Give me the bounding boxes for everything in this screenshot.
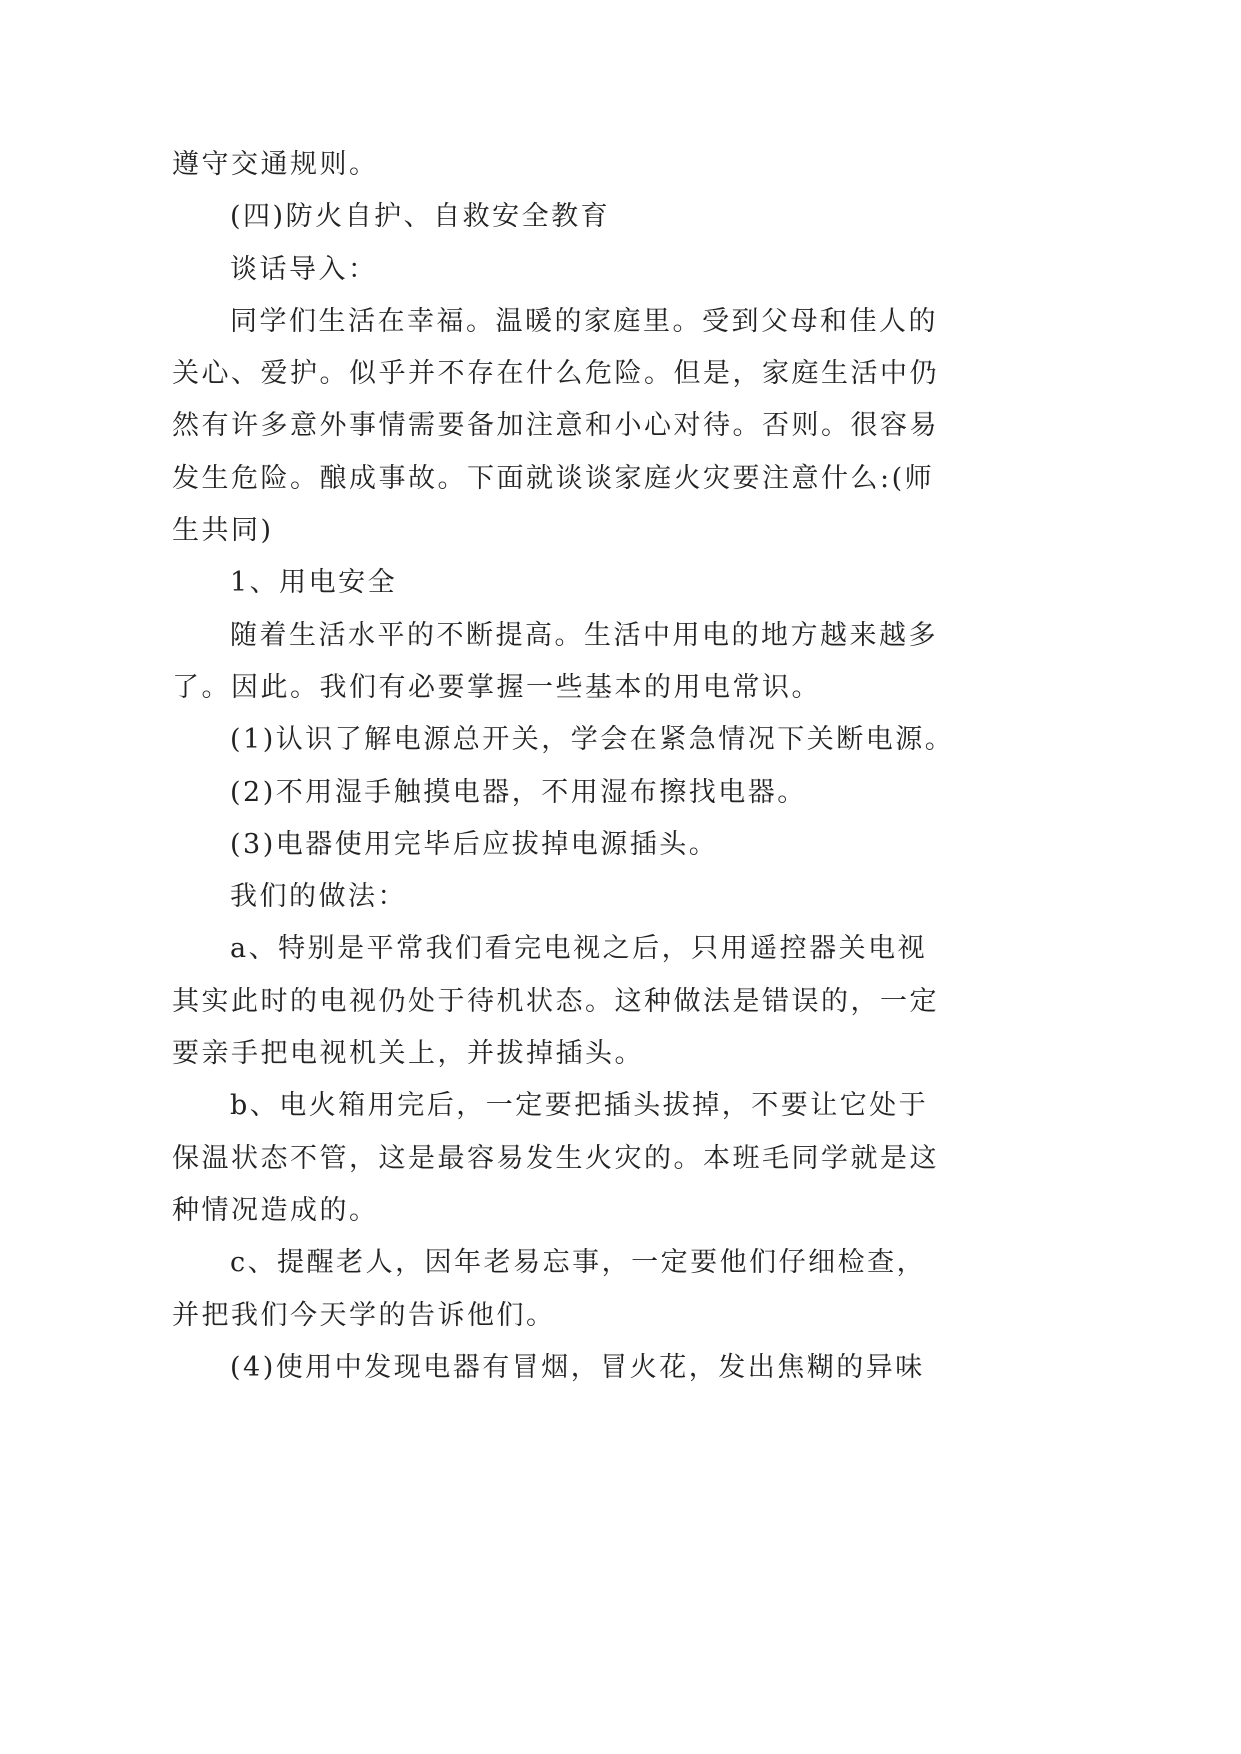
paragraph-line: 遵守交通规则。 bbox=[172, 149, 379, 180]
list-item bbox=[172, 1342, 992, 1394]
paragraph-line: 同学们生活在幸福。温暖的家庭里。受到父母和佳人的 bbox=[230, 305, 938, 337]
paragraph-line: 关心、爱护。似乎并不存在什么危险。但是，家庭生活中仍 bbox=[172, 358, 939, 390]
paragraph-line: (4)使用中发现电器有冒烟，冒火花，发出焦糊的异味 bbox=[230, 1351, 925, 1383]
paragraph-line: 要亲手把电视机关上，并拔掉插头。 bbox=[172, 1038, 644, 1070]
subsection-heading bbox=[172, 557, 992, 609]
list-item bbox=[172, 1080, 992, 1237]
list-item bbox=[172, 923, 992, 1080]
paragraph-line: a、特别是平常我们看完电视之后，只用遥控器关电视 bbox=[230, 933, 928, 965]
paragraph-line: 我们的做法： bbox=[230, 881, 407, 913]
paragraph bbox=[172, 871, 992, 923]
paragraph-line: 随着生活水平的不断提高。生活中用电的地方越来越多 bbox=[230, 619, 938, 651]
paragraph-line: 其实此时的电视仍处于待机状态。这种做法是错误的，一定 bbox=[172, 985, 939, 1017]
paragraph-line: b、电火箱用完后，一定要把插头拔掉，不要让它处于 bbox=[230, 1090, 929, 1122]
paragraph-line: (1)认识了解电源总开关，学会在紧急情况下关断电源。 bbox=[230, 724, 955, 756]
section-heading bbox=[172, 191, 992, 243]
paragraph-line: 种情况造成的。 bbox=[172, 1194, 379, 1226]
paragraph-line: 了。因此。我们有必要掌握一些基本的用电常识。 bbox=[172, 671, 821, 703]
paragraph-line: (四)防火自护、自救安全教育 bbox=[230, 201, 611, 233]
paragraph-line: 谈话导入： bbox=[230, 253, 378, 285]
paragraph-line: (3)电器使用完毕后应拔掉电源插头。 bbox=[230, 828, 719, 860]
list-item bbox=[172, 1237, 992, 1342]
paragraph-line: (2)不用湿手触摸电器，不用湿布擦找电器。 bbox=[230, 776, 807, 808]
paragraph-line: 1、用电安全 bbox=[230, 567, 398, 599]
document-body bbox=[172, 139, 992, 1394]
paragraph-line: c、提醒老人，因年老易忘事，一定要他们仔细检查， bbox=[230, 1247, 927, 1279]
paragraph-line: 发生危险。酿成事故。下面就谈谈家庭火灾要注意什么:(师 bbox=[172, 462, 935, 494]
paragraph-continued bbox=[172, 139, 992, 191]
list-item bbox=[172, 767, 992, 819]
paragraph-line: 然有许多意外事情需要备加注意和小心对待。否则。很容易 bbox=[172, 410, 939, 442]
paragraph-line: 保温状态不管，这是最容易发生火灾的。本班毛同学就是这 bbox=[172, 1142, 939, 1174]
list-item bbox=[172, 714, 992, 766]
paragraph-line: 并把我们今天学的告诉他们。 bbox=[172, 1299, 556, 1331]
paragraph bbox=[172, 610, 992, 715]
paragraph bbox=[172, 296, 992, 557]
paragraph bbox=[172, 244, 992, 296]
paragraph-line: 生共同) bbox=[172, 515, 274, 547]
list-item bbox=[172, 819, 992, 871]
